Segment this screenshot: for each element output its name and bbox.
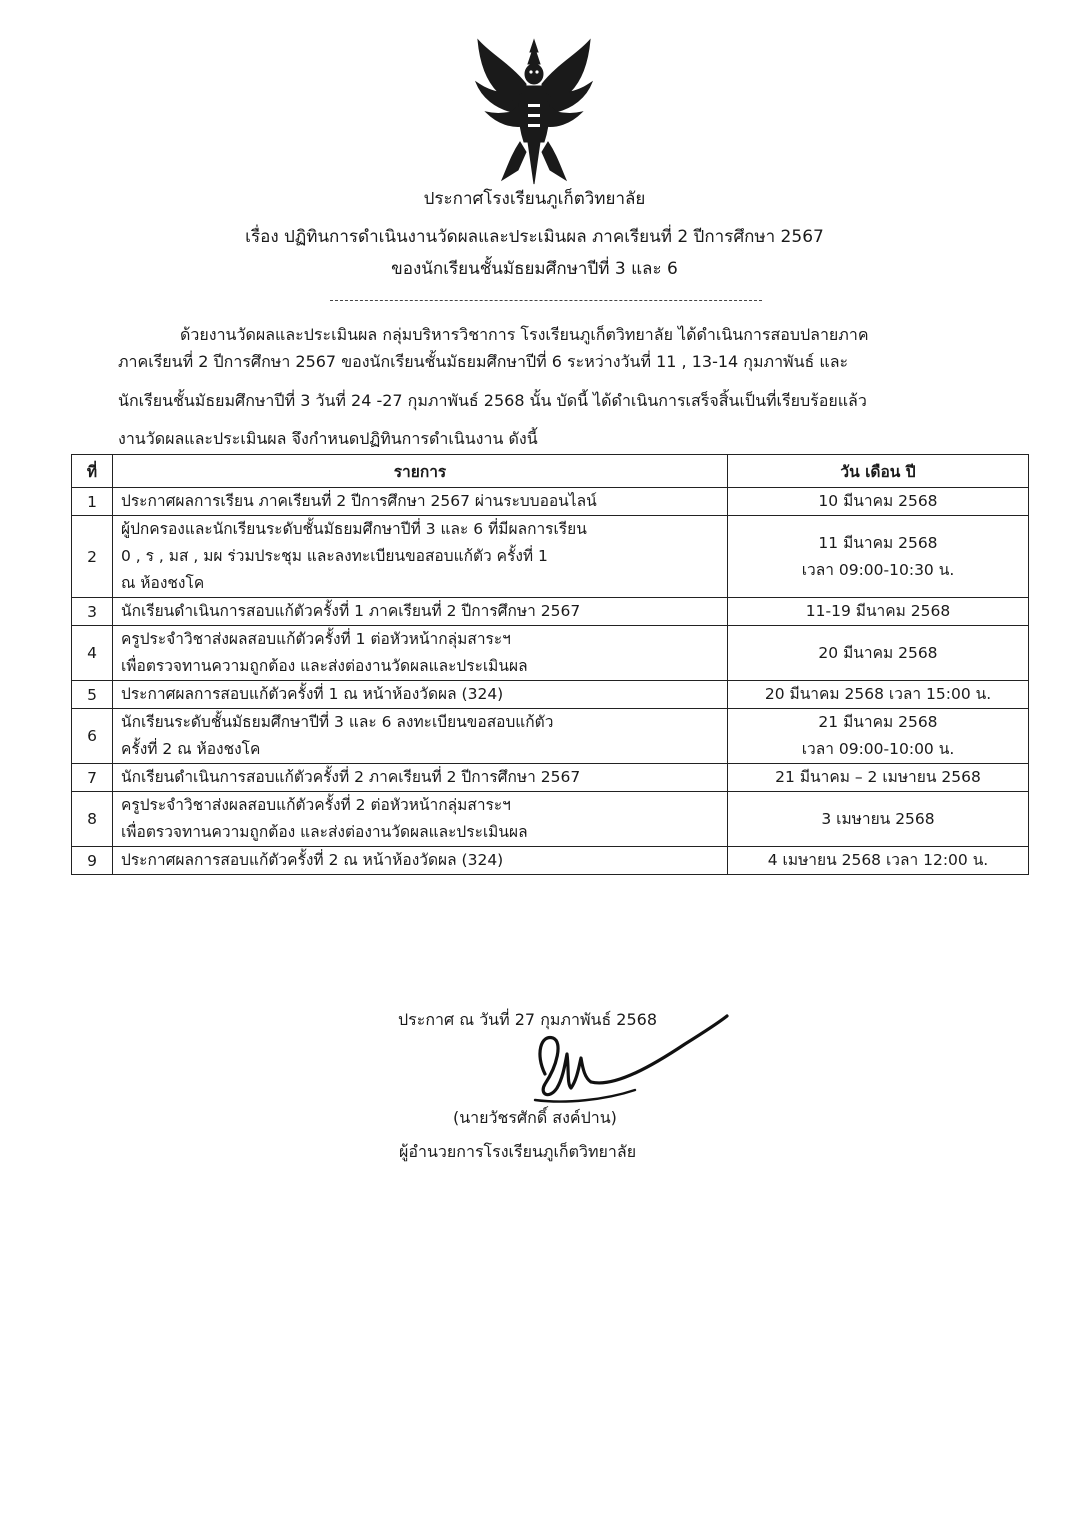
announcement-subject: เรื่อง ปฏิทินการดำเนินงานวัดผลและประเมินผล ภาคเรียนที่ 2 ปีการศึกษา 2567 — [245, 227, 824, 247]
row-date — [728, 792, 1029, 847]
row-date — [728, 847, 1029, 875]
row-number: 1 — [72, 488, 113, 516]
table-row — [72, 847, 1029, 875]
row-item — [113, 681, 728, 709]
announcement-title: ประกาศโรงเรียนภูเก็ตวิทยาลัย — [423, 189, 646, 209]
table-row — [72, 488, 1029, 516]
row-date-line: 11 มีนาคม 2568 — [818, 533, 938, 552]
signatory-title: ผู้อำนวยการโรงเรียนภูเก็ตวิทยาลัย — [399, 1142, 637, 1161]
row-date-line: 21 มีนาคม – 2 เมษายน 2568 — [775, 768, 981, 786]
row-date-line: 20 มีนาคม 2568 — [818, 643, 938, 662]
row-number: 6 — [72, 709, 113, 764]
announcement-date: ประกาศ ณ วันที่ 27 กุมภาพันธ์ 2568 — [398, 1010, 658, 1029]
row-date — [728, 488, 1029, 516]
row-item-line: นักเรียนดำเนินการสอบแก้ตัวครั้งที่ 1 ภาคเรียนที่ 2 ปีการศึกษา 2567 — [121, 602, 581, 620]
row-date — [728, 516, 1029, 598]
row-item — [113, 847, 728, 875]
table-row — [72, 598, 1029, 626]
row-date — [728, 626, 1029, 681]
table-row — [72, 626, 1029, 681]
row-item-line: ครูประจำวิชาส่งผลสอบแก้ตัวครั้งที่ 1 ต่อหัวหน้ากลุ่มสาระฯ — [121, 630, 511, 648]
table-row — [72, 792, 1029, 847]
row-item — [113, 792, 728, 847]
row-date-line: 11-19 มีนาคม 2568 — [805, 602, 951, 620]
row-item — [113, 709, 728, 764]
row-date — [728, 764, 1029, 792]
intro-line-3: นักเรียนชั้นมัธยมศึกษาปีที่ 3 วันที่ 24 -27 กุมภาพันธ์ 2568 นั้น บัดนี้ ได้ดำเนินการเสร็จสิ้นเป็นที่เรียบร้อยแล้ว — [118, 391, 867, 410]
table-row — [72, 764, 1029, 792]
schedule-body — [72, 488, 1029, 875]
schedule-table — [71, 454, 1029, 875]
row-date-line: 3 เมษายน 2568 — [821, 809, 935, 828]
row-item — [113, 516, 728, 598]
table-row — [72, 709, 1029, 764]
row-number: 9 — [72, 847, 113, 875]
row-item-line: ณ ห้องชงโค — [121, 574, 205, 592]
row-date-line: เวลา 09:00-10:00 น. — [801, 740, 955, 758]
row-date — [728, 709, 1029, 764]
row-item — [113, 488, 728, 516]
row-item-line: นักเรียนระดับชั้นมัธยมศึกษาปีที่ 3 และ 6 ลงทะเบียนขอสอบแก้ตัว — [121, 713, 554, 731]
row-item — [113, 764, 728, 792]
row-item-line: เพื่อตรวจทานความถูกต้อง และส่งต่องานวัดผลและประเมินผล — [121, 823, 528, 841]
row-item — [113, 626, 728, 681]
row-date-line: 21 มีนาคม 2568 — [818, 713, 938, 731]
header-no: ที่ — [72, 455, 113, 488]
row-date-line: 20 มีนาคม 2568 เวลา 15:00 น. — [764, 685, 992, 703]
table-row — [72, 681, 1029, 709]
row-item-line: ครูประจำวิชาส่งผลสอบแก้ตัวครั้งที่ 2 ต่อหัวหน้ากลุ่มสาระฯ — [121, 796, 511, 814]
row-item-line: 0 , ร , มส , มผ ร่วมประชุม และลงทะเบียนขอสอบแก้ตัว ครั้งที่ 1 — [121, 547, 548, 565]
dashed-divider — [330, 300, 762, 301]
row-item-line: ผู้ปกครองและนักเรียนระดับชั้นมัธยมศึกษาปีที่ 3 และ 6 ที่มีผลการเรียน — [121, 520, 587, 538]
row-number: 5 — [72, 681, 113, 709]
garuda-emblem-icon — [472, 34, 596, 186]
row-item-line: ประกาศผลการสอบแก้ตัวครั้งที่ 2 ณ หน้าห้องวัดผล (324) — [121, 851, 504, 869]
row-item-line: เพื่อตรวจทานความถูกต้อง และส่งต่องานวัดผลและประเมินผล — [121, 657, 528, 675]
row-item-line: ครั้งที่ 2 ณ ห้องชงโค — [121, 740, 261, 758]
row-number: 8 — [72, 792, 113, 847]
row-date — [728, 598, 1029, 626]
row-number: 3 — [72, 598, 113, 626]
row-item-line: ประกาศผลการเรียน ภาคเรียนที่ 2 ปีการศึกษา 2567 ผ่านระบบออนไลน์ — [121, 492, 597, 510]
row-date-line: 10 มีนาคม 2568 — [818, 492, 938, 510]
row-date-line: 4 เมษายน 2568 เวลา 12:00 น. — [767, 851, 989, 869]
intro-line-2: ภาคเรียนที่ 2 ปีการศึกษา 2567 ของนักเรียนชั้นมัธยมศึกษาปีที่ 6 ระหว่างวันที่ 11 , 13-14 กุมภาพันธ์ และ — [118, 352, 849, 371]
row-number: 4 — [72, 626, 113, 681]
table-header-row — [72, 455, 1029, 488]
handwritten-signature — [505, 1004, 735, 1114]
header-item: รายการ — [113, 455, 728, 488]
row-date — [728, 681, 1029, 709]
table-row — [72, 516, 1029, 598]
row-item — [113, 598, 728, 626]
intro-line-4: งานวัดผลและประเมินผล จึงกำหนดปฏิทินการดำเนินงาน ดังนี้ — [118, 429, 538, 448]
row-date-line: เวลา 09:00-10:30 น. — [801, 560, 955, 579]
row-number: 2 — [72, 516, 113, 598]
row-item-line: ประกาศผลการสอบแก้ตัวครั้งที่ 1 ณ หน้าห้องวัดผล (324) — [121, 685, 504, 703]
signatory-name: (นายวัชรศักดิ์ สงค์ปาน) — [453, 1108, 617, 1127]
announcement-audience: ของนักเรียนชั้นมัธยมศึกษาปีที่ 3 และ 6 — [391, 259, 678, 279]
row-number: 7 — [72, 764, 113, 792]
intro-line-1: ด้วยงานวัดผลและประเมินผล กลุ่มบริหารวิชาการ โรงเรียนภูเก็ตวิทยาลัย ได้ดำเนินการสอบปลายภาค — [180, 325, 869, 344]
header-date: วัน เดือน ปี — [728, 455, 1029, 488]
row-item-line: นักเรียนดำเนินการสอบแก้ตัวครั้งที่ 2 ภาคเรียนที่ 2 ปีการศึกษา 2567 — [121, 768, 581, 786]
